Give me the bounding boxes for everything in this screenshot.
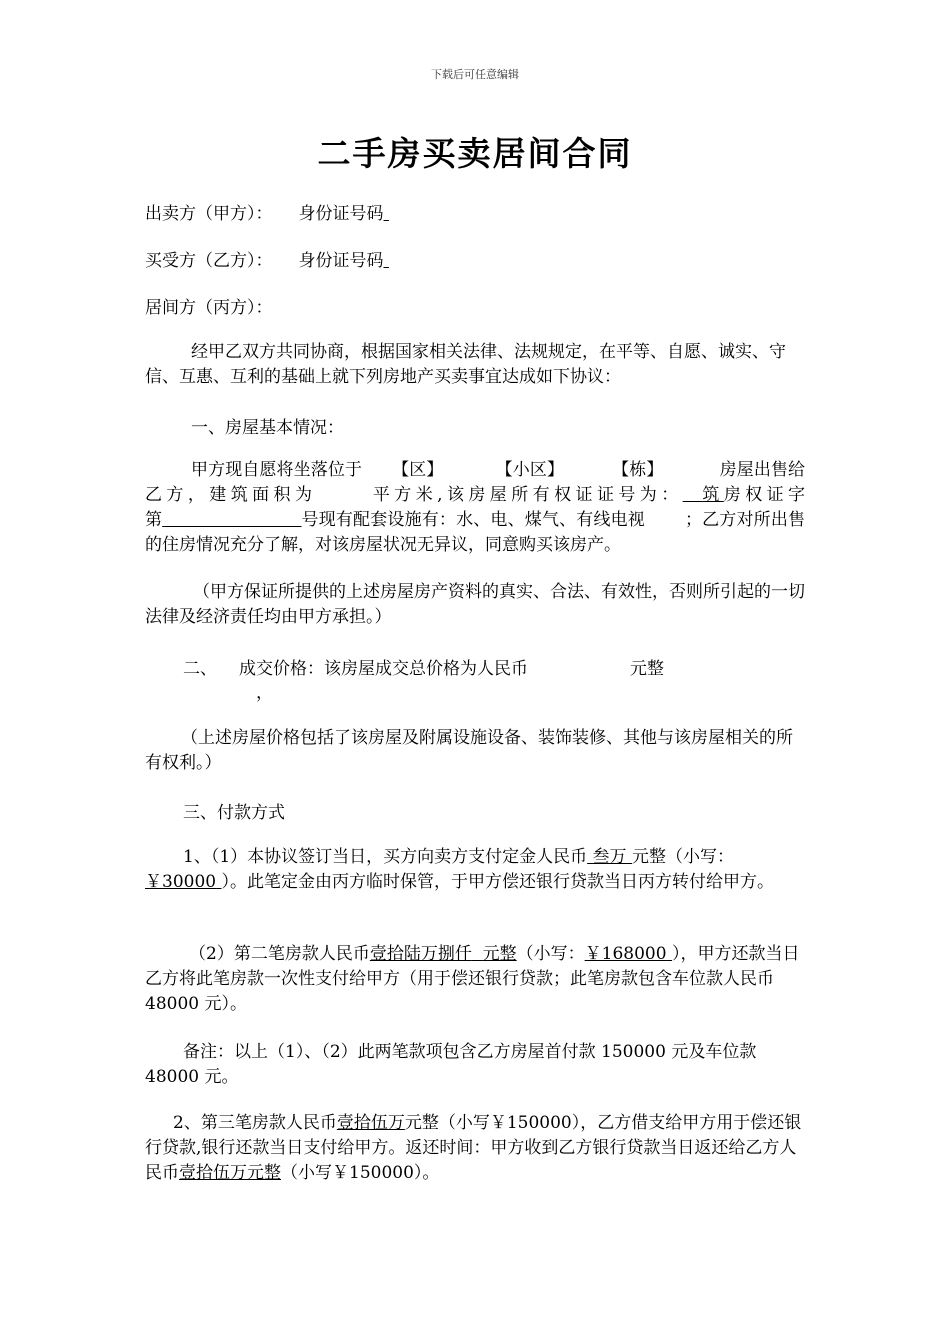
s1-district: 【区】 (392, 460, 444, 480)
section3-heading: 三、付款方式 (183, 803, 285, 823)
p2-text-d: ），甲方还款当日乙方将此笔房款一次性支付给甲方（用于偿还银行贷款；此笔房款包含车位款人民币 48000 元）。 (145, 944, 800, 1014)
s1-text-e: 房权证字第 (145, 485, 806, 530)
p3-text-a: 2、第三笔房款人民币 (173, 1113, 337, 1133)
p3-amount2: 壹拾伍万元整 (179, 1163, 281, 1183)
section2-heading: 二、 (183, 659, 217, 679)
p2-small: ￥168000 (584, 944, 667, 964)
s1-cert-number-blank (162, 510, 301, 530)
p1-text-c: ）。此笔定金由丙方临时保管，于甲方偿还银行贷款当日丙方转付给甲方。 (221, 872, 774, 892)
buyer-id-label: 身份证号码 (298, 251, 384, 271)
buyer-line (145, 246, 389, 271)
header-note: 下载后可任意编辑 (431, 68, 519, 81)
p3-text-b: 元整（小写￥150000），乙方借支给甲方用于偿还银行贷款,银行还款当日支付给甲方。返还时间：甲方收到乙方银行贷款当日返还给乙方人民币 (145, 1113, 802, 1183)
seller-line (145, 199, 389, 224)
p1-small: ￥30000 (145, 872, 217, 892)
s1-text-c: 平方米,该房屋所有权证证号为： (368, 485, 683, 505)
s1-text-a: 甲方现自愿将坐落位于 (191, 460, 363, 480)
p2-text-a: （2）第二笔房款人民币 (189, 944, 370, 964)
s1-text-f: 号现有配套设施有：水、电、煤气、有线电视 (301, 510, 645, 530)
seller-label: 出卖方（甲方）： (145, 204, 273, 224)
p3-amount: 壹拾伍万 (336, 1113, 405, 1133)
s1-cert-blank (683, 485, 703, 505)
section1-guarantee: （甲方保证所提供的上述房屋房产资料的真实、合法、有效性，否则所引起的一切法律及经济责任均由甲方承担。） (145, 582, 805, 627)
intro-paragraph: 经甲乙双方共同协商，根据国家相关法律、法规规定，在平等、自愿、诚实、守信、互惠、互利的基础上就下列房地产买卖事宜达成如下协议： (145, 342, 786, 387)
seller-id-label: 身份证号码 (298, 204, 384, 224)
s1-text-b: 房屋出售给乙方，建筑面积为 (145, 460, 806, 505)
section2-line (183, 654, 664, 679)
p2-text-c: （小写： (516, 944, 585, 964)
seller-id-blank (384, 204, 389, 224)
p1-text-b: 元整（小写： (631, 847, 734, 867)
buyer-label: 买受方（乙方）： (145, 251, 273, 271)
section3-payment3 (145, 1111, 805, 1186)
s1-building: 【栋】 (612, 460, 664, 480)
s1-text-g: ；乙方对所出售的住房情况充分了解，对该房屋状况无异议，同意购买该房产。 (145, 510, 805, 555)
section3-payment2 (145, 942, 805, 1017)
agent-label: 居间方（丙方）： (145, 298, 273, 318)
p3-text-c: （小写￥150000）。 (281, 1163, 440, 1183)
s1-cert-prefix: 筑 (702, 485, 724, 505)
page-title: 二手房买卖居间合同 (317, 134, 633, 173)
s1-community: 【小区】 (495, 460, 565, 480)
section3-remark: 备注：以上（1）、（2）此两笔款项包含乙方房屋首付款 150000 元及车位款 48000 元。 (145, 1042, 757, 1087)
p2-amount: 壹拾陆万捌仟 元整 (369, 944, 517, 964)
p1-text-a: 1、（1）本协议签订当日，买方向卖方支付定金人民币 (183, 847, 588, 867)
section2-note: （上述房屋价格包括了该房屋及附属设施设备、装饰装修、其他与该房屋相关的所有权利。） (145, 728, 793, 773)
section2-comma: ， (256, 683, 273, 703)
agent-line (145, 293, 273, 318)
section2-text: 成交价格：该房屋成交总价格为人民币 (239, 659, 528, 679)
section1-heading: 一、房屋基本情况： (191, 418, 344, 438)
section2-unit: 元整 (630, 659, 664, 679)
buyer-id-blank (384, 251, 389, 271)
p1-amount: 叁万 (592, 847, 627, 867)
section3-payment1 (145, 845, 805, 895)
section1-paragraph (145, 458, 805, 558)
